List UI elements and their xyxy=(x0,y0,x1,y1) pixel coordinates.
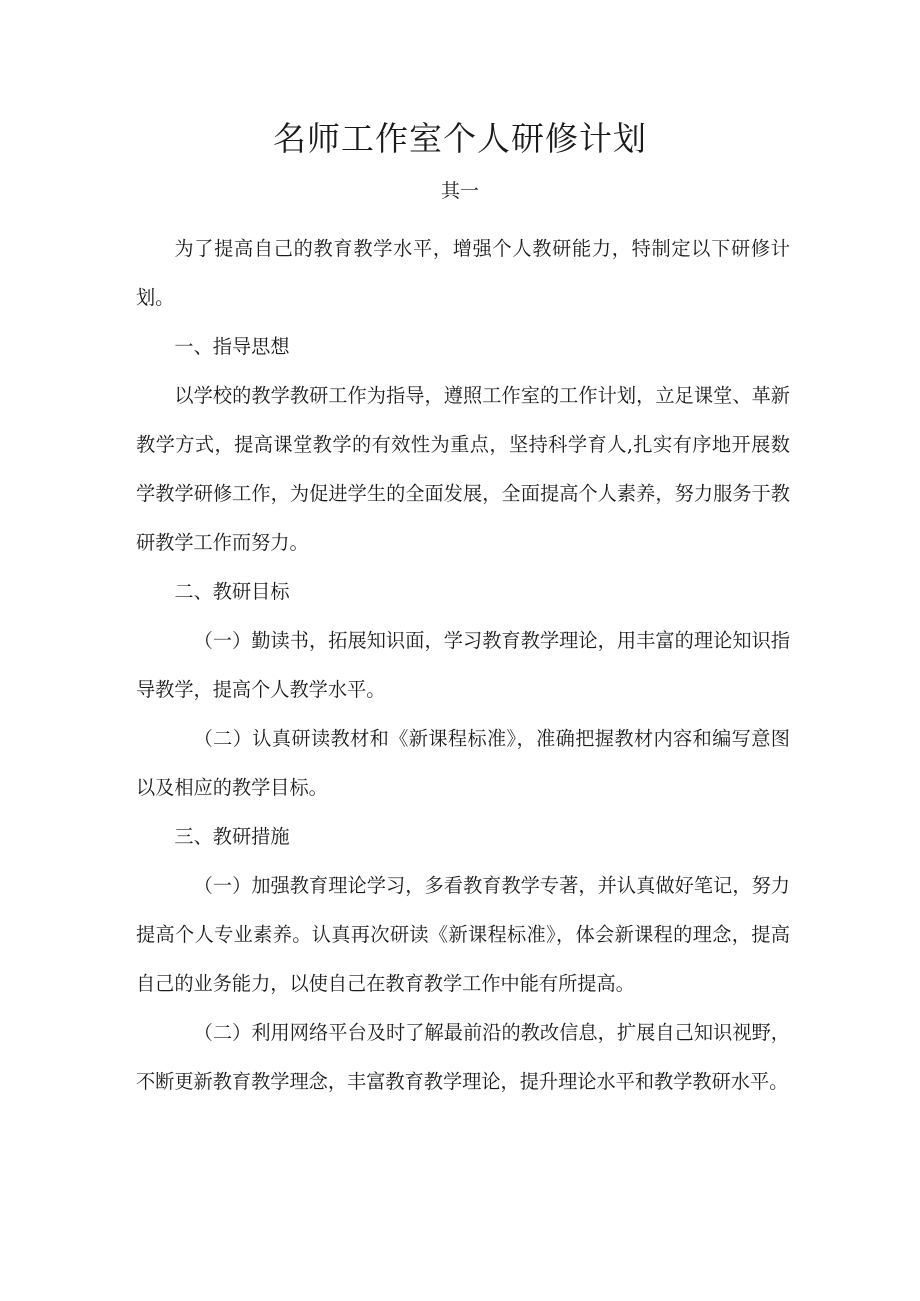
document-body xyxy=(136,224,790,1106)
research-measure-item: （二）利用网络平台及时了解最前沿的教改信息，扩展自己知识视野，不断更新教育教学理念，丰富教育教学理论，提升理论水平和教学教研水平。 xyxy=(136,1021,790,1093)
guiding-ideology-paragraph: 以学校的教学教研工作为指导，遵照工作室的工作计划，立足课堂、革新教学方式，提高课堂教学的有效性为重点，坚持科学育人,扎实有序地开展数学教学研修工作，为促进学生的全面发展，全面提高个人素养，努力服务于教研教学工作而努力。 xyxy=(136,384,790,554)
section-heading-research-goals: 二、教研目标 xyxy=(174,580,290,603)
research-measure-item: （一）加强教育理论学习，多看教育教学专著，并认真做好笔记，努力提高个人专业素养。认真再次研读《新课程标准》，体会新课程的理念，提高自己的业务能力，以使自己在教育教学工作中能有所提高。 xyxy=(136,874,790,995)
research-goal-item: （二）认真研读教材和《新课程标准》，准确把握教材内容和编写意图以及相应的教学目标。 xyxy=(136,727,790,799)
section-heading-research-measures: 三、教研措施 xyxy=(174,825,290,848)
research-goal-item: （一）勤读书，拓展知识面，学习教育教学理论，用丰富的理论知识指导教学，提高个人教学水平。 xyxy=(136,629,790,701)
intro-paragraph: 为了提高自己的教育教学水平，增强个人教研能力，特制定以下研修计划。 xyxy=(136,237,790,309)
document-subtitle: 其一 xyxy=(440,180,479,202)
document-title: 名师工作室个人研修计划 xyxy=(273,119,647,158)
section-heading-guiding-ideology: 一、指导思想 xyxy=(174,335,290,358)
